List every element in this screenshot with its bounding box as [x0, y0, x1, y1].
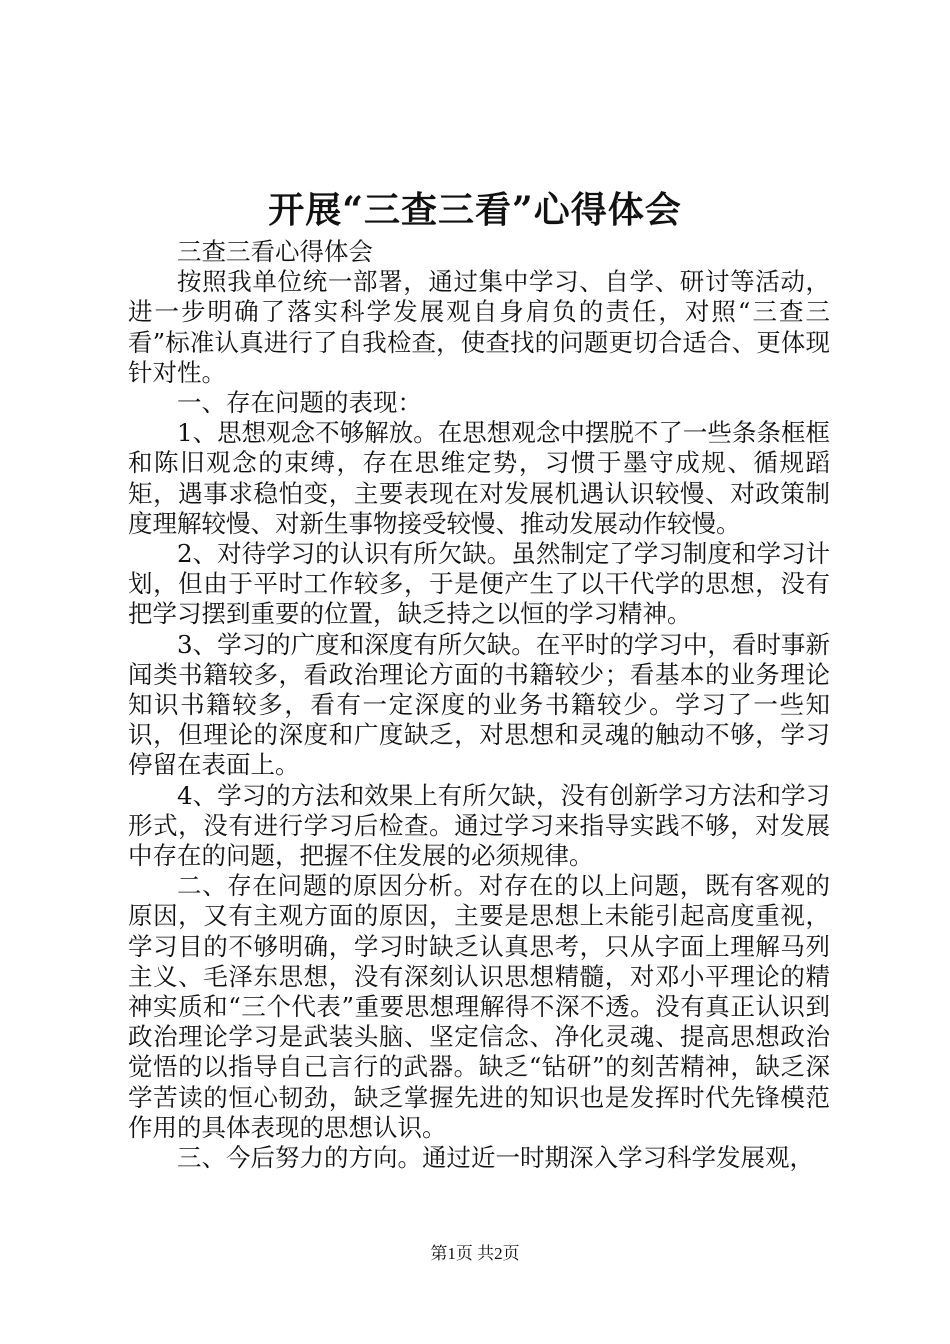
future-direction-paragraph: 三、今后努力的方向。通过近一时期深入学习科学发展观，: [177, 1143, 814, 1173]
section-heading-problems: 一、存在问题的表现：: [177, 388, 422, 418]
problem-item-4: 4、学习的方法和效果上有所欠缺，没有创新学习方法和学习形式，没有进行学习后检查。通过学习来指导实践不够，对发展中存在的问题，把握不住发展的必须规律。: [128, 780, 830, 871]
problem-item-2: 2、对待学习的认识有所欠缺。虽然制定了学习制度和学习计划，但由于平时工作较多，于是便产生了以干代学的思想，没有把学习摆到重要的位置，缺乏持之以恒的学习精神。: [128, 539, 830, 629]
problem-item-1: 1、思想观念不够解放。在思想观念中摆脱不了一些条条框框和陈旧观念的束缚，存在思维定势，习惯于墨守成规、循规蹈矩，遇事求稳怕变，主要表现在对发展机遇认识较慢、对政策制度理解较慢、对新生事物接受较慢、推动发展动作较慢。: [128, 418, 830, 538]
problem-item-3: 3、学习的广度和深度有所欠缺。在平时的学习中，看时事新闻类书籍较多，看政治理论方面的书籍较少；看基本的业务理论知识书籍较多，看有一定深度的业务书籍较少。学习了一些知识，但理论的深度和广度缺乏，对思想和灵魂的触动不够，学习停留在表面上。: [128, 629, 830, 780]
page-indicator: 第1页 共2页: [430, 1244, 520, 1263]
document-title: 开展“三查三看”心得体会: [268, 189, 682, 231]
intro-paragraph: 按照我单位统一部署，通过集中学习、自学、研讨等活动，进一步明确了落实科学发展观自身肩负的责任，对照“三查三看”标准认真进行了自我检查，使查找的问题更切合适合、更体现针对性。: [128, 267, 830, 387]
document-body: [128, 237, 830, 1173]
cause-analysis-paragraph: 二、存在问题的原因分析。对存在的以上问题，既有客观的原因，又有主观方面的原因，主要是思想上未能引起高度重视，学习目的不够明确，学习时缺乏认真思考，只从字面上理解马列主义、毛泽东思想，没有深刻认识思想精髓，对邓小平理论的精神实质和“三个代表”重要思想理解得不深不透。没有真正认识到政治理论学习是武装头脑、坚定信念、净化灵魂、提高思想政治觉悟的以指导自己言行的武器。缺乏“钻研”的刻苦精神，缺乏深学苦读的恒心韧劲，缺乏掌握先进的知识也是发挥时代先锋模范作用的具体表现的思想认识。: [128, 871, 830, 1142]
subtitle-paragraph: 三查三看心得体会: [177, 237, 373, 266]
